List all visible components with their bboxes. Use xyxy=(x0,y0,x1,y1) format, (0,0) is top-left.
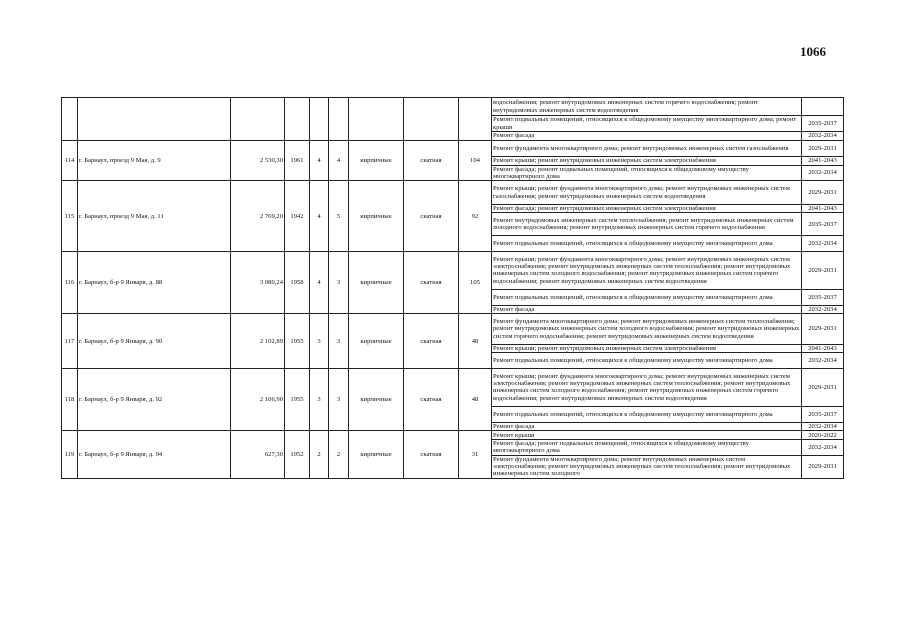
period-cell: 2032-2034 xyxy=(802,439,844,455)
work-cell: Ремонт внутридомовых инженерных систем теплоснабжения; ремонт внутридомовых инженерных систем холодного водоснабжения; ремонт внутридомовых инженерных систем горячего водоснабжения xyxy=(492,213,802,236)
cell-num-continued xyxy=(62,98,78,141)
table-row xyxy=(62,314,844,344)
work-cell: Ремонт крыши; ремонт внутридомовых инженерных систем электроснабжения xyxy=(492,156,802,165)
walls-cell: кирпичные xyxy=(349,314,404,369)
period-cell: 2032-2034 xyxy=(802,132,844,141)
work-cell: Ремонт фасада xyxy=(492,132,802,141)
cell-area-continued xyxy=(231,98,285,141)
year-cell: 1955 xyxy=(285,314,310,369)
entrances-cell: 2 xyxy=(329,431,349,479)
work-cell: Ремонт подвальных помещений, относящихся к общедомовому имуществу многоквартирного дома xyxy=(492,406,802,422)
table-row xyxy=(62,181,844,204)
work-cell: Ремонт фасада; ремонт подвальных помещений, относящихся к общедомовому имуществу многоквартирного дома xyxy=(492,165,802,181)
work-cell: водоснабжения; ремонт внутридомовых инженерных систем горячего водоснабжения; ремонт внутридомовых инженерных систем водоотведения xyxy=(492,98,802,116)
walls-cell: кирпичные xyxy=(349,369,404,431)
address-cell: г. Барнаул, б-р 9 Января, д. 90 xyxy=(78,314,231,369)
year-cell: 1942 xyxy=(285,181,310,252)
period-cell xyxy=(802,98,844,116)
year-cell: 1955 xyxy=(285,369,310,431)
year-cell: 1958 xyxy=(285,252,310,314)
roof-cell: скатная xyxy=(404,314,459,369)
period-cell: 2032-2034 xyxy=(802,353,844,369)
work-cell: Ремонт подвальных помещений, относящихся к общедомовому имуществу многоквартирного дома xyxy=(492,289,802,305)
apartments-cell: 31 xyxy=(459,431,492,479)
cell-walls-continued xyxy=(349,98,404,141)
period-cell: 2029-2031 xyxy=(802,141,844,157)
table-row xyxy=(62,141,844,157)
roof-cell: скатная xyxy=(404,181,459,252)
entrances-cell: 3 xyxy=(329,252,349,314)
area-cell: 627,30 xyxy=(231,431,285,479)
entrances-cell: 3 xyxy=(329,314,349,369)
period-cell: 2035-2037 xyxy=(802,116,844,132)
address-cell: г. Барнаул, б-р 9 Января, д. 94 xyxy=(78,431,231,479)
work-cell: Ремонт подвальных помещений, относящихся к общедомовому имуществу многоквартирного дома xyxy=(492,236,802,252)
work-cell: Ремонт фундамента многоквартирного дома; ремонт внутридомовых инженерных систем электроснабжения; ремонт внутридомовых инженерных систем теплоснабжения; ремонт внутридомовых инженерных систем холодного xyxy=(492,455,802,478)
roof-cell: скатная xyxy=(404,369,459,431)
cell-year-continued xyxy=(285,98,310,141)
cell-floors-continued xyxy=(310,98,329,141)
num-cell: 116 xyxy=(62,252,78,314)
work-cell: Ремонт подвальных помещений, относящихся к общедомовому имуществу многоквартирного дома xyxy=(492,353,802,369)
work-cell: Ремонт фасада xyxy=(492,422,802,431)
area-cell: 2 530,30 xyxy=(231,141,285,181)
walls-cell: кирпичные xyxy=(349,252,404,314)
work-cell: Ремонт крыши; ремонт фундамента многоквартирного дома; ремонт внутридомовых инженерных систем электроснабжения; ремонт внутридомовых инженерных систем теплоснабжения; ремонт внутридомовых инженерных систем холодного водоснабжения; ремонт внутридомовых инженерных систем горячего водоснабжения; ремонт внутридомовых инженерных систем водоотведения xyxy=(492,369,802,407)
address-cell: г. Барнаул, проезд 9 Мая, д. 9 xyxy=(78,141,231,181)
work-cell: Ремонт фасада xyxy=(492,305,802,314)
address-cell: г. Барнаул, проезд 9 Мая, д. 11 xyxy=(78,181,231,252)
roof-cell: скатная xyxy=(404,431,459,479)
period-cell: 2032-2034 xyxy=(802,422,844,431)
period-cell: 2041-2043 xyxy=(802,344,844,353)
period-cell: 2020-2022 xyxy=(802,431,844,440)
apartments-cell: 48 xyxy=(459,314,492,369)
area-cell: 2 102,89 xyxy=(231,314,285,369)
work-cell: Ремонт крыши xyxy=(492,431,802,440)
walls-cell: кирпичные xyxy=(349,431,404,479)
work-cell: Ремонт подвальных помещений, относящихся к общедомовому имуществу многоквартирного дома; ремонт крыши xyxy=(492,116,802,132)
period-cell: 2032-2034 xyxy=(802,305,844,314)
table-row xyxy=(62,369,844,407)
housing-repair-table xyxy=(61,97,844,479)
work-cell: Ремонт фасада; ремонт подвальных помещений, относящихся к общедомовому имуществу многоквартирного дома xyxy=(492,439,802,455)
floors-cell: 3 xyxy=(310,314,329,369)
table-body xyxy=(62,98,844,479)
num-cell: 114 xyxy=(62,141,78,181)
period-cell: 2032-2034 xyxy=(802,165,844,181)
apartments-cell: 92 xyxy=(459,181,492,252)
period-cell: 2035-2037 xyxy=(802,289,844,305)
apartments-cell: 48 xyxy=(459,369,492,431)
floors-cell: 4 xyxy=(310,181,329,252)
period-cell: 2041-2043 xyxy=(802,204,844,213)
work-cell: Ремонт крыши; ремонт фундамента многоквартирного дома; ремонт внутридомовых инженерных систем газоснабжения; ремонт внутридомовых инженерных систем водоотведения xyxy=(492,181,802,204)
num-cell: 115 xyxy=(62,181,78,252)
address-cell: г. Барнаул, б-р 9 Января, д. 88 xyxy=(78,252,231,314)
num-cell: 117 xyxy=(62,314,78,369)
cell-entrances-continued xyxy=(329,98,349,141)
roof-cell: скатная xyxy=(404,252,459,314)
area-cell: 2 106,90 xyxy=(231,369,285,431)
period-cell: 2041-2043 xyxy=(802,156,844,165)
page-number: 1066 xyxy=(800,44,826,59)
entrances-cell: 5 xyxy=(329,181,349,252)
floors-cell: 2 xyxy=(310,431,329,479)
address-cell: г. Барнаул, б-р 9 Января, д. 92 xyxy=(78,369,231,431)
table-row xyxy=(62,431,844,440)
walls-cell: кирпичные xyxy=(349,141,404,181)
apartments-cell: 105 xyxy=(459,252,492,314)
num-cell: 118 xyxy=(62,369,78,431)
cell-address-continued xyxy=(78,98,231,141)
period-cell: 2032-2034 xyxy=(802,236,844,252)
period-cell: 2035-2037 xyxy=(802,213,844,236)
year-cell: 1952 xyxy=(285,431,310,479)
num-cell: 119 xyxy=(62,431,78,479)
floors-cell: 4 xyxy=(310,141,329,181)
area-cell: 3 080,24 xyxy=(231,252,285,314)
cell-roof-continued xyxy=(404,98,459,141)
period-cell: 2035-2037 xyxy=(802,406,844,422)
area-cell: 2 769,20 xyxy=(231,181,285,252)
floors-cell: 3 xyxy=(310,369,329,431)
entrances-cell: 4 xyxy=(329,141,349,181)
apartments-cell: 104 xyxy=(459,141,492,181)
table-row xyxy=(62,98,844,116)
period-cell: 2029-2031 xyxy=(802,181,844,204)
period-cell: 2029-2031 xyxy=(802,314,844,344)
table-row xyxy=(62,252,844,290)
floors-cell: 4 xyxy=(310,252,329,314)
work-cell: Ремонт фундамента многоквартирного дома; ремонт внутридомовых инженерных систем газоснабжения xyxy=(492,141,802,157)
period-cell: 2029-2031 xyxy=(802,455,844,478)
work-cell: Ремонт фундамента многоквартирного дома; ремонт внутридомовых инженерных систем теплоснабжения; ремонт внутридомовых инженерных систем холодного водоснабжения; ремонт внутридомовых инженерных систем горячего водоснабжения; ремонт внутридомовых инженерных систем водоотведения xyxy=(492,314,802,344)
year-cell: 1961 xyxy=(285,141,310,181)
walls-cell: кирпичные xyxy=(349,181,404,252)
period-cell: 2029-2031 xyxy=(802,252,844,290)
work-cell: Ремонт фасада; ремонт внутридомовых инженерных систем электроснабжения xyxy=(492,204,802,213)
work-cell: Ремонт крыши; ремонт фундамента многоквартирного дома; ремонт внутридомовых инженерных систем электроснабжения; ремонт внутридомовых инженерных систем теплоснабжения; ремонт внутридомовых инженерных систем холодного водоснабжения; ремонт внутридомовых инженерных систем горячего водоснабжения; ремонт внутридомовых инженерных систем водоотведения xyxy=(492,252,802,290)
entrances-cell: 3 xyxy=(329,369,349,431)
roof-cell: скатная xyxy=(404,141,459,181)
period-cell: 2029-2031 xyxy=(802,369,844,407)
work-cell: Ремонт крыши; ремонт внутридомовых инженерных систем электроснабжения xyxy=(492,344,802,353)
cell-apartments-continued xyxy=(459,98,492,141)
